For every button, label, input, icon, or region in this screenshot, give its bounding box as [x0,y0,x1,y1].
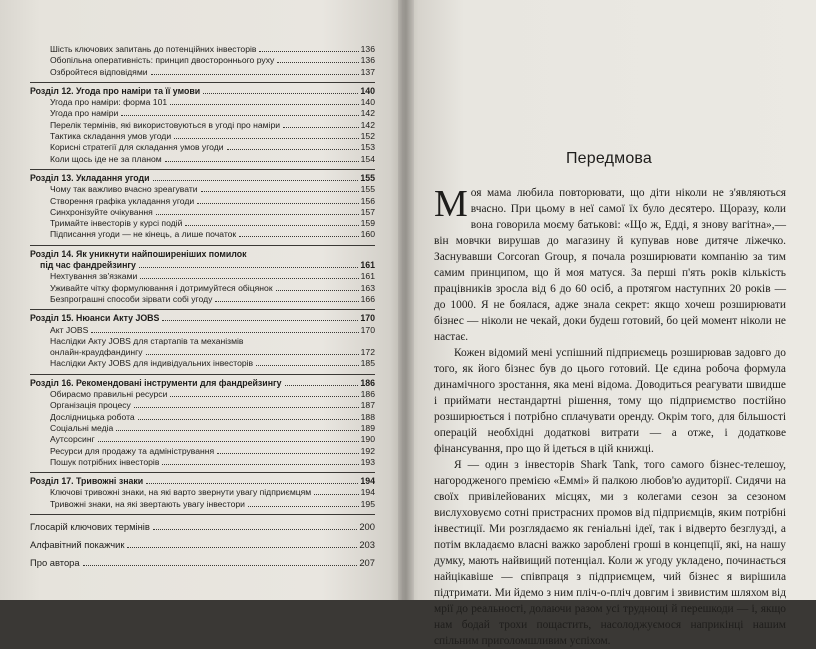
chapter-divider [30,245,375,246]
toc-leader-dots [248,506,359,507]
toc-page-number: 137 [360,66,375,77]
toc-entry [30,347,375,358]
toc-leader-dots [239,236,358,237]
toc-entry-title: Обопільна оперативність: принцип двостороннього руху [50,55,275,66]
toc-entry-title-cont: онлайн-краудфандингу [50,347,143,358]
toc-leader-dots [217,453,358,454]
toc-leader-dots [146,354,359,355]
toc-entry [30,313,375,324]
toc-leader-dots [121,115,358,116]
toc-page-number: 154 [360,153,375,164]
toc-entry [30,434,375,445]
toc-page-number: 153 [360,142,375,153]
toc-leader-dots [170,104,359,105]
toc-entry-title: Ключові тривожні знаки, на які варто звернути увагу підприємцям [50,487,312,498]
toc-page-number: 185 [360,358,375,369]
toc-page-number: 140 [360,85,375,96]
toc-entry [30,86,375,97]
chapter-divider [30,514,375,515]
toc-leader-dots [153,529,357,530]
toc-entry [30,108,375,119]
toc-entry-title: Тактика складання умов угоди [50,131,172,142]
drop-cap: М [434,183,468,225]
right-page-preface [402,0,816,647]
toc-entry-title: Аутсорсинг [50,434,95,445]
toc-entry-title: Розділ 13. Укладання угоди [30,172,150,183]
toc-entry [30,539,375,551]
toc-page-number: 203 [359,538,375,550]
toc-page-number: 207 [359,556,375,568]
toc-entry [30,476,375,487]
toc-back-matter [30,521,375,569]
toc-page-number: 200 [359,520,375,532]
toc-leader-dots [185,225,358,226]
toc-entry-title: Безпрограшні способи зірвати собі угоду [50,293,213,304]
toc-entry-wrap [30,249,375,272]
toc-page-number: 155 [360,172,375,183]
toc-entry [30,499,375,510]
toc-entry-title: Ресурси для продажу та адміністрування [50,445,215,456]
toc-page-number: 161 [360,271,375,282]
chapter-divider [30,472,375,473]
toc-entry [30,446,375,457]
toc-entry [30,154,375,165]
toc-leader-dots [197,203,358,204]
toc-leader-dots [215,301,358,302]
toc-page-number: 136 [360,55,375,66]
toc-entry [30,55,375,66]
toc-page-number: 172 [360,347,375,358]
toc-entry [30,283,375,294]
toc-page-number: 166 [360,293,375,304]
toc-leader-dots [256,365,359,366]
toc-leader-dots [227,149,359,150]
toc-leader-dots [146,483,358,484]
toc-entry [30,120,375,131]
toc-entry-title: Уживайте чітку формулювання і дотримуйтеся обіцянок [50,282,273,293]
toc-entry-title: Чому так важливо вчасно зреагувати [50,184,198,195]
toc-entry-title: Дослідницька робота [50,411,135,422]
toc-leader-dots [139,267,358,268]
toc-leader-dots [314,494,358,495]
toc-entry [30,260,375,271]
toc-entry [30,325,375,336]
toc-entry [30,97,375,108]
toc-entry-title: Озбройтеся відповідями [50,66,148,77]
table-of-contents [30,44,375,575]
preface-paragraph-text: оя мама любила повторювати, що діти ніколи не з'являються вчасно. При цьому в неї самої їх було десятеро. Щоразу, коли вона говорила моєму батькові: «Що ж, Едді, я знову вагітна»,— він мовчки вирушав до магазину й купував нове дитяче ліжечко. Заснувавши Corcoran Group, я почала розширювати компанію за тим самим принципом, що й моя матуся. За перші п'ять років кількість працівників зросла від 6 до 60 осіб, а протягом наступних 20 років — до 1000. Я не боялася, адже знала секрет: якщо хочеш розширювати бізнес — ніколи не чекай, доки будеш готовий, бо цей момент ніколи не настає. [434,187,786,343]
toc-leader-dots [151,74,359,75]
toc-entry-title: Пошук потрібних інвесторів [50,456,160,467]
toc-page-number: 136 [360,44,375,54]
toc-page-number: 190 [360,434,375,445]
toc-page-number: 195 [360,498,375,509]
toc-leader-dots [165,161,359,162]
toc-entry-title: Акт JOBS [50,324,89,335]
toc-page-number: 142 [360,108,375,119]
preface-paragraph: Я — один з інвесторів Shark Tank, того самого бізнес-телешоу, нагородженого премією «Еммі» й палкою любов'ю аудиторії. Сидячи на своїх привілейованих місцях, ми з колегами сезон за сезоном вислуховуємо сотні пристрасних промов від підприємців, яким потрібні інвестиції. Ми розглядаємо як геніальні ідеї, так і відверто безглузді, а потім вкладаємо власні важко зароблені гроші в концепції, які, на нашу думку, мають найвищий потенціал. Коли ж угоду укладено, починається найцікавіше — співпраця з підприємцем, чий бізнес я вирішила підтримати. Ми йдемо з ним пліч-о-пліч довгим і звивистим шляхом від мрії до реальності, долаючи разом усі труднощі й перешкоди — і, якщо нам бодай трохи пощастить, насолоджуємося наприкінці нашим спільним приголомшливим успіхом. [434,459,786,647]
toc-entry [30,67,375,78]
toc-entry [30,521,375,533]
toc-leader-dots [91,332,358,333]
toc-entry [30,207,375,218]
toc-leader-dots [127,547,357,548]
toc-entry-title: Розділ 15. Нюанси Акту JOBS [30,313,160,324]
toc-entry [30,229,375,240]
chapter-divider [30,169,375,170]
toc-leader-dots [174,138,359,139]
toc-leader-dots [283,127,359,128]
toc-entry [30,389,375,400]
toc-page-number: 186 [360,389,375,400]
toc-entry-title: Соціальні медіа [50,422,114,433]
toc-leader-dots [277,62,358,63]
toc-page-number: 142 [360,119,375,130]
toc-entry [30,400,375,411]
toc-entry-title: Нехтування зв'язками [50,271,138,282]
toc-page-number: 193 [360,456,375,467]
toc-entry [30,557,375,569]
toc-entry [30,271,375,282]
toc-entry [30,142,375,153]
toc-leader-dots [285,385,359,386]
toc-entry-title: Розділ 12. Угода про наміри та її умови [30,85,201,96]
toc-entry-title: Про автора [30,556,80,568]
toc-page-number: 155 [360,184,375,195]
toc-entry-title: Коли щось іде не за планом [50,153,162,164]
toc-entry-title: Угода про наміри [50,108,119,119]
toc-entry-title: Наслідки Акту JOBS для індивідуальних інвесторів [50,358,254,369]
preface-paragraph: Кожен відомий мені успішний підприємець розширював задовго до того, як його бізнес був до цього готовий. Це єдина робоча формула динамічного зростання, яка мені відома. Доводиться реагувати швидше і приймати нестандартні рішення, тому що підприємство постійно розширюється і потрібно сплачувати оренду. Окрім того, для більшості операцій необхідні додаткові витрати — а отже, і додаткове фінансування, про що й ідеться в цій книжці. [434,347,786,455]
toc-entry-title: Угода про наміри: форма 101 [50,97,168,108]
toc-entry [30,423,375,434]
toc-page-number: 160 [360,229,375,240]
toc-leader-dots [156,214,359,215]
toc-page-number: 152 [360,131,375,142]
preface-title: Передмова [565,150,653,167]
toc-entry-title: Наслідки Акту JOBS для стартапів та механізмів [50,335,244,346]
toc-page-number: 163 [360,282,375,293]
toc-entry-title: Розділ 17. Тривожні знаки [30,476,144,487]
toc-entry [30,196,375,207]
toc-entry-title: Глосарій ключових термінів [30,520,150,532]
toc-entry [30,358,375,369]
toc-leader-dots [201,191,359,192]
toc-entry-title: Корисні стратегії для складання умов угоди [50,142,224,153]
toc-leader-dots [162,320,358,321]
toc-leader-dots [140,278,358,279]
toc-entry-title: Перелік термінів, які використовуються в угоді про наміри [50,119,281,130]
toc-leader-dots [116,430,358,431]
toc-entry [30,412,375,423]
preface-body [434,185,786,649]
toc-entry-title: Шість ключових запитань до потенційних інвесторів [50,44,257,54]
toc-entry-title: Алфавітний покажчик [30,538,125,550]
toc-page-number: 186 [360,377,375,388]
chapter-divider [30,374,375,375]
toc-page-number: 194 [360,487,375,498]
toc-entry [30,184,375,195]
toc-entry-wrap [30,336,375,359]
toc-leader-dots [170,396,358,397]
preface-paragraph [434,185,786,345]
toc-leader-dots [138,419,359,420]
toc-entry [30,131,375,142]
toc-entry [30,173,375,184]
toc-page-number: 188 [360,411,375,422]
toc-entry [30,457,375,468]
toc-leader-dots [162,464,358,465]
toc-page-number: 189 [360,422,375,433]
toc-entry [30,218,375,229]
toc-page-number: 157 [360,206,375,217]
toc-page-number: 156 [360,195,375,206]
toc-entry [30,378,375,389]
toc-entry-title: Створення графіка укладання угоди [50,195,195,206]
toc-page-number: 161 [360,260,375,271]
toc-leader-dots [276,290,359,291]
toc-entry-title: Організація процесу [50,400,131,411]
toc-entry-title: Тривожні знаки, на які звертають увагу інвестори [50,498,245,509]
toc-entry-title: Підписання угоди — не кінець, а лише початок [50,229,237,240]
toc-page-number: 140 [360,97,375,108]
toc-leader-dots [134,407,359,408]
toc-entry-title: Синхронізуйте очікування [50,206,153,217]
left-page-contents [0,0,402,600]
toc-page-number: 192 [360,445,375,456]
toc-entry [30,294,375,305]
toc-entry-title: Тримайте інвесторів у курсі подій [50,218,183,229]
toc-leader-dots [153,180,359,181]
toc-entry-title-cont: під час фандрейзингу [40,260,136,271]
toc-leader-dots [259,51,358,52]
toc-page-number: 159 [360,218,375,229]
chapter-divider [30,82,375,83]
toc-page-number: 194 [360,476,375,487]
chapter-divider [30,309,375,310]
toc-page-number: 170 [360,313,375,324]
toc-leader-dots [203,93,358,94]
toc-entry [30,487,375,498]
toc-entry-title: Розділ 16. Рекомендовані інструменти для фандрейзингу [30,377,282,388]
toc-page-number: 187 [360,400,375,411]
toc-entry-title: Розділ 14. Як уникнути найпоширеніших помилок [30,248,247,259]
toc-leader-dots [83,565,358,566]
toc-entry [30,44,375,55]
toc-leader-dots [98,441,359,442]
toc-entry-title: Обирасмо правильні ресурси [50,389,168,400]
toc-page-number: 170 [360,324,375,335]
